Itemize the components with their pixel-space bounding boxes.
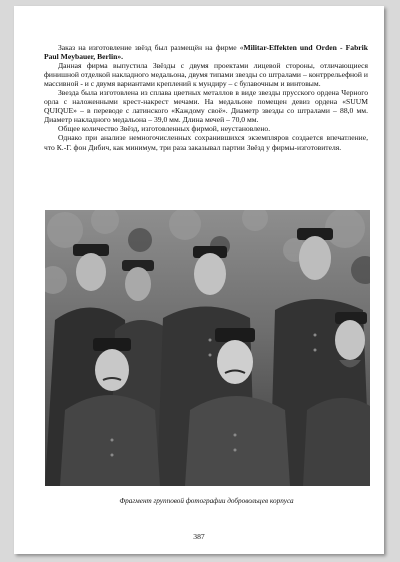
photo-caption: Фрагмент групповой фотографии добровольцев корпуса xyxy=(119,497,294,505)
paragraph-quantity: Общее количество Звёзд, изготовленных фирмой, неустановлено. xyxy=(58,124,271,134)
body-text xyxy=(44,43,368,152)
firm-name: Militar-Effekten und Orden - Fabrik Paul Meybauer, Berlin xyxy=(44,43,368,62)
paragraph-text: ». xyxy=(117,52,124,62)
page-number: 387 xyxy=(193,532,205,541)
paragraph-description: Звезда была изготовлена из сплава цветных металлов в виде звезды прусского ордена Черного орла с наложенными крест-накрест мечами. На медальоне помещен девиз ордена «SUUM QUIQUE» – в переводе с латинского «Каждому своё». Диаметр звезды со штралами – 88,0 мм. Диаметр накладного медальона – 39,0 мм. Длина мечей – 70,0 мм. xyxy=(44,88,368,125)
paragraph-analysis: Однако при анализе немногочисленных сохранившихся экземпляров создается впечатление, что К.-Г. фон Дибич, как минимум, три раза заказывал партии Звёзд у фирмы-изготовителя. xyxy=(44,133,368,152)
paragraph-order xyxy=(44,43,368,61)
paragraph-text: Заказ на изготовление звёзд был размещён на фирме « xyxy=(58,43,244,52)
photograph-image xyxy=(45,210,370,486)
paragraph-variants: Данная фирма выпустила Звёзды с двумя проектами лицевой стороны, отличающиеся финишной отделкой накладного медальона, двумя типами звезды со штралами – контррельефной и массивной - и с двумя вариантами креплений к мундиру – с булавочным и винтовым. xyxy=(44,61,368,89)
group-photograph xyxy=(45,210,370,486)
document-page xyxy=(14,6,384,554)
